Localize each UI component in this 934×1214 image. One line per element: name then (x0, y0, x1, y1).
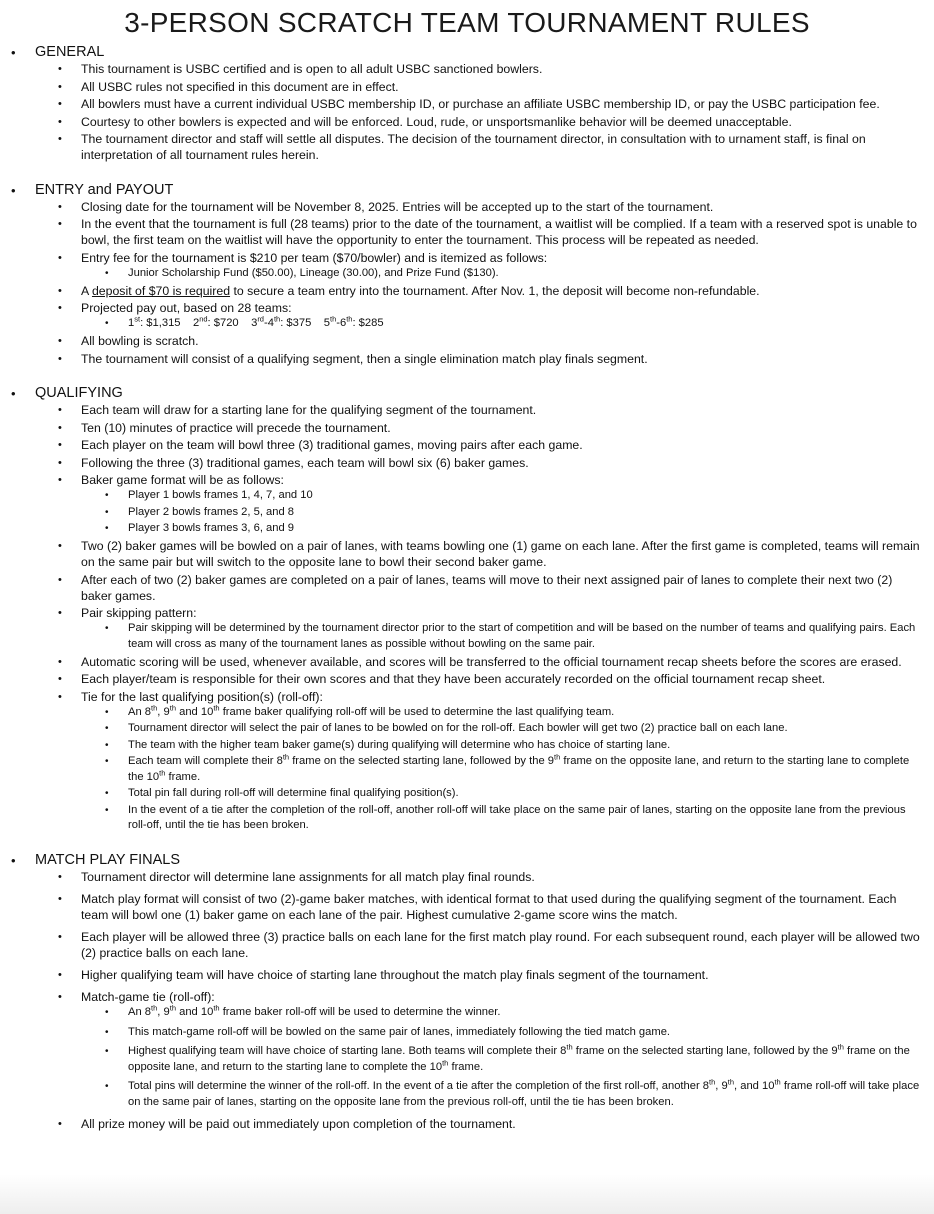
list-item: • Match play format will consist of two (2)-game baker matches, with identical format to that used during the qualifying segment of the tournament. Each team will bowl one (1) baker game on each lane of the pair. Highest cumulative 2-game score wins the match. (10, 891, 924, 923)
baker-format-heading: Baker game format will be as follows: (81, 473, 284, 487)
baker-players-list (10, 488, 924, 537)
section-qualifying (10, 385, 924, 834)
list-item: • Player 3 bowls frames 3, 6, and 9 (10, 521, 924, 537)
list-item: • The tournament will consist of a qualifying segment, then a single elimination match play finals segment. (10, 351, 924, 367)
tie-heading: Tie for the last qualifying position(s) (roll-off): (81, 689, 323, 704)
payout-row: • 1st: $1,315 2nd: $720 3rd-4th: $375 5th-6th: $285 (10, 316, 924, 332)
general-list (10, 61, 924, 163)
deposit-underlined: deposit of $70 is required (91, 283, 231, 298)
section-finals (10, 852, 924, 1132)
pair-skip-list (10, 621, 924, 652)
list-item: • A deposit of $70 is required to secure a team entry into the tournament. After Nov. 1, the deposit will become non-refundable. (10, 283, 924, 299)
payout-list (10, 316, 924, 332)
list-item: • Player 2 bowls frames 2, 5, and 8 (10, 505, 924, 521)
section-entry (10, 182, 924, 367)
list-item: • Higher qualifying team will have choice of starting lane throughout the match play finals segment of the tournament. (10, 967, 924, 983)
list-item: • All prize money will be paid out immediately upon completion of the tournament. (10, 1116, 924, 1132)
fee-breakdown-list (10, 266, 924, 282)
list-item: • Each team will draw for a starting lane for the qualifying segment of the tournament. (10, 402, 924, 418)
list-item: • All USBC rules not specified in this document are in effect. (10, 79, 924, 95)
section-heading-general: • GENERAL (10, 44, 924, 61)
list-item: • Each player will be allowed three (3) practice balls on each lane for the first match play round. For each subsequent round, each player will be allowed two (2) practice balls on each lane. (10, 929, 924, 961)
section-general (10, 44, 924, 163)
list-item: • All bowlers must have a current individual USBC membership ID, or purchase an affiliate USBC membership ID, or pay the USBC participation fee. (10, 96, 924, 112)
list-item: • Each player on the team will bowl three (3) traditional games, moving pairs after each game. (10, 437, 924, 453)
list-item (10, 989, 924, 1110)
list-item: • All bowling is scratch. (10, 333, 924, 349)
list-item: • This tournament is USBC certified and is open to all adult USBC sanctioned bowlers. (10, 61, 924, 77)
list-item: • This match-game roll-off will be bowled on the same pair of lanes, immediately following the tied match game. (10, 1025, 924, 1041)
entry-list (10, 199, 924, 367)
list-item (10, 472, 924, 537)
list-item: • In the event of a tie after the completion of the roll-off, another roll-off will take place on the same pair of lanes, starting on the opposite lane from the previous roll-off, until the tie has been broken. (10, 803, 924, 834)
list-item: • Total pin fall during roll-off will determine final qualifying position(s). (10, 786, 924, 802)
list-item: • Automatic scoring will be used, whenever available, and scores will be transferred to the official tournament recap sheets before the scores are erased. (10, 654, 924, 670)
list-item (10, 300, 924, 332)
list-item: • Total pins will determine the winner of the roll-off. In the event of a tie after the completion of the first roll-off, another 8th, 9th, and 10th frame roll-off will take place on the same pair of lanes, starting on the opposite lane from the previous roll-off, until the tie has been broken. (10, 1079, 924, 1110)
section-heading-entry: • ENTRY and PAYOUT (10, 182, 924, 199)
list-item: • Courtesy to other bowlers is expected and will be enforced. Loud, rude, or unsportsmanlike behavior will be deemed unacceptable. (10, 114, 924, 130)
list-item: • Closing date for the tournament will be November 8, 2025. Entries will be accepted up to the start of the tournament. (10, 199, 924, 215)
payout-heading: Projected pay out, based on 28 teams: (81, 301, 292, 315)
list-item (10, 250, 924, 282)
list-item: • After each of two (2) baker games are completed on a pair of lanes, teams will move to their next assigned pair of lanes to complete their next two (2) baker games. (10, 572, 924, 604)
list-item: • Junior Scholarship Fund ($50.00), Lineage (30.00), and Prize Fund ($130). (10, 266, 924, 282)
list-item: • An 8th, 9th and 10th frame baker qualifying roll-off will be used to determine the last qualifying team. (10, 705, 924, 721)
qualifying-list (10, 402, 924, 834)
entry-fee-text: Entry fee for the tournament is $210 per team ($70/bowler) and is itemized as follows: (81, 250, 548, 265)
list-item: • Ten (10) minutes of practice will precede the tournament. (10, 420, 924, 436)
tie-list (10, 702, 924, 834)
pair-skip-heading: Pair skipping pattern: (81, 606, 197, 620)
list-item: • Player 1 bowls frames 1, 4, 7, and 10 (10, 488, 924, 504)
list-item (10, 689, 924, 834)
list-item: • Each player/team is responsible for their own scores and that they have been accurately recorded on the official tournament recap sheet. (10, 671, 924, 687)
list-item: • The tournament director and staff will settle all disputes. The decision of the tournament director, in consultation with to urnament staff, is final on interpretation of all tournament rules herein. (10, 131, 924, 163)
section-heading-qualifying: • QUALIFYING (10, 385, 924, 402)
bottom-shadow (0, 1174, 934, 1214)
match-tie-heading: Match-game tie (roll-off): (81, 990, 215, 1004)
page-title: 3-PERSON SCRATCH TEAM TOURNAMENT RULES (124, 7, 810, 38)
list-item: • Tournament director will select the pair of lanes to be bowled on for the roll-off. Each bowler will get two (2) practice ball on each lane. (10, 721, 924, 737)
list-item: • Tournament director will determine lane assignments for all match play final rounds. (10, 869, 924, 885)
list-item: • In the event that the tournament is full (28 teams) prior to the date of the tournament, a waitlist will be complied. If a team with a reserved spot is unable to bowl, the first team on the waitlist will have the opportunity to enter the tournament. This process will be repeated as needed. (10, 216, 924, 248)
list-item (10, 605, 924, 652)
list-item: • Highest qualifying team will have choice of starting lane. Both teams will complete their 8th frame on the selected starting lane, followed by the 9th frame on the opposite lane, and return to the starting lane to complete the 10th frame. (10, 1044, 924, 1075)
match-tie-list (10, 1005, 924, 1110)
list-item: • The team with the higher team baker game(s) during qualifying will determine who has choice of starting lane. (10, 738, 924, 754)
list-item: • Pair skipping will be determined by the tournament director prior to the start of competition and will be based on the number of teams and qualifying pairs. Each team will cross as many of the tournament lanes as possible without bowling on the same pair. (10, 621, 924, 652)
list-item: • Following the three (3) traditional games, each team will bowl six (6) baker games. (10, 455, 924, 471)
finals-list (10, 869, 924, 1132)
rules-document (0, 6, 934, 1214)
list-item: • An 8th, 9th and 10th frame baker roll-off will be used to determine the winner. (10, 1005, 924, 1021)
section-heading-finals: • MATCH PLAY FINALS (10, 852, 924, 869)
list-item: • Two (2) baker games will be bowled on a pair of lanes, with teams bowling one (1) game on each lane. After the first game is completed, teams will remain on the same pair but will switch to the opposite lane to bowl their second baker game. (10, 538, 924, 570)
list-item: • Each team will complete their 8th frame on the selected starting lane, followed by the 9th frame on the opposite lane, and return to the starting lane to complete the 10th frame. (10, 754, 924, 785)
